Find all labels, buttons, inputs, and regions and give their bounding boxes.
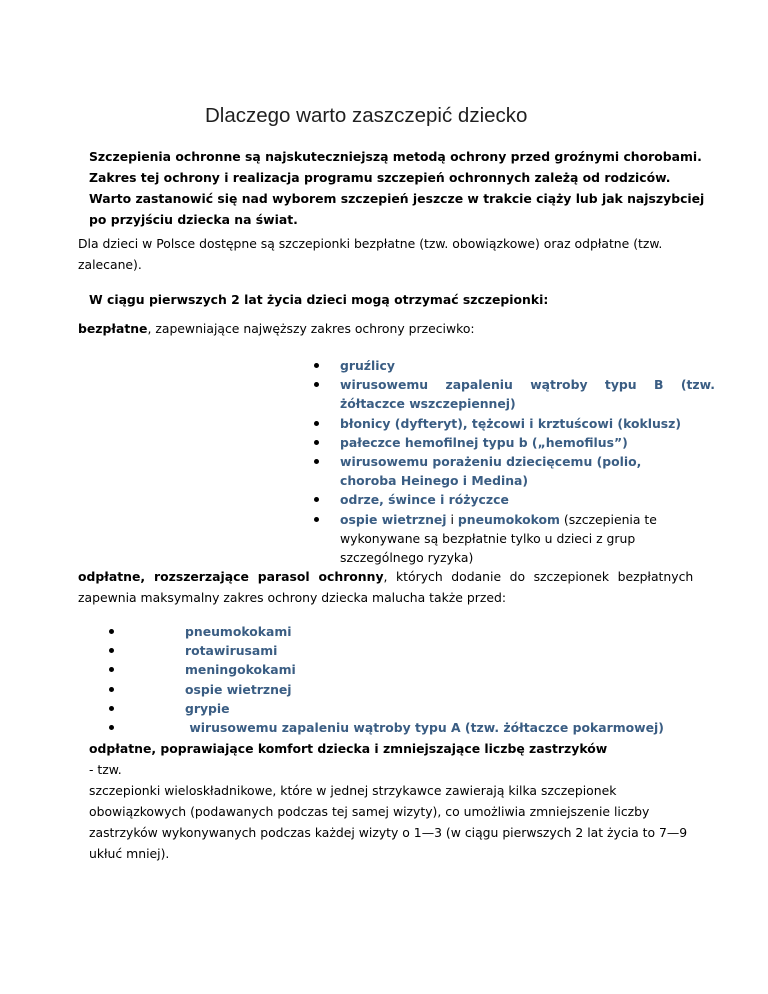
disease-term: meningokokami — [185, 662, 296, 678]
section-heading: W ciągu pierwszych 2 lat życia dzieci mogą otrzymać szczepionki: — [89, 292, 549, 307]
disease-term: żółtaczce wszczepiennej) — [340, 396, 516, 412]
disease-word: B — [653, 377, 664, 393]
comfort-paragraph — [89, 738, 709, 864]
bullet-icon — [314, 363, 319, 368]
paid-vaccines-list — [185, 622, 705, 737]
availability-note — [78, 233, 698, 275]
list-item — [185, 718, 705, 737]
list-item — [185, 680, 705, 699]
bullet-icon — [314, 382, 319, 387]
item-note: szczególnego ryzyka) — [340, 550, 474, 566]
bullet-icon — [109, 687, 114, 692]
disease-term: choroba Heinego i Medina) — [340, 473, 529, 489]
free-description: , zapewniające najwęższy zakres ochrony przeciwko: — [147, 321, 475, 336]
disease-word: wątroby — [530, 377, 588, 393]
bullet-icon — [314, 517, 319, 522]
list-item — [185, 699, 705, 718]
list-item — [340, 490, 715, 509]
conjunction: i — [446, 511, 458, 527]
disease-term: pneumokokami — [185, 624, 292, 639]
disease-term: wirusowemu zapaleniu wątroby typu A (tzw. żółtaczce pokarmowej) — [185, 720, 664, 736]
paid-intro-line — [78, 566, 706, 587]
bullet-icon — [109, 648, 114, 653]
free-vaccines-list — [340, 356, 715, 567]
mixed-line — [340, 510, 715, 529]
intro-line: Szczepienia ochronne są najskuteczniejszą metodą ochrony przed groźnymi chorobami. — [89, 149, 702, 164]
disease-word: zapaleniu — [445, 377, 513, 393]
bullet-icon — [109, 725, 114, 730]
disease-word: wirusowemu — [340, 377, 429, 393]
paid-vaccines-intro — [78, 566, 706, 608]
comfort-line: zastrzyków wykonywanych podczas każdej wizyty o 1—3 (w ciągu pierwszych 2 lat życia to 7—9 — [89, 825, 688, 840]
disease-term: pałeczce hemofilnej typu b („hemofilus”) — [340, 434, 628, 450]
list-item — [185, 660, 705, 679]
disease-term: odrze, śwince i różyczce — [340, 492, 509, 508]
item-note: wykonywane są bezpłatnie tylko u dzieci z grup — [340, 530, 636, 546]
comfort-label: odpłatne, poprawiające komfort dziecka i zmniejszające liczbę zastrzyków — [89, 741, 608, 756]
paid-description: , których dodanie do szczepionek bezpłatnych — [383, 569, 694, 584]
comfort-text: - tzw. — [89, 762, 122, 777]
bullet-icon — [314, 459, 319, 464]
list-item — [185, 622, 705, 641]
list-item — [340, 356, 715, 375]
intro-paragraph — [89, 146, 709, 230]
free-vaccines-intro — [78, 318, 475, 339]
item-note: (szczepienia te — [559, 511, 657, 527]
note-line: Dla dzieci w Polsce dostępne są szczepionki bezpłatne (tzw. obowiązkowe) oraz odpłatne (tzw. — [78, 236, 663, 251]
disease-term: ospie wietrznej — [340, 511, 447, 527]
disease-term: rotawirusami — [185, 643, 278, 659]
free-label: bezpłatne — [78, 321, 148, 336]
justified-line — [340, 375, 715, 394]
list-item — [340, 452, 715, 490]
disease-term: gruźlicy — [340, 358, 395, 373]
bullet-icon — [314, 440, 319, 445]
note-line: zalecane). — [78, 257, 142, 272]
disease-word: typu — [604, 377, 637, 393]
bullet-icon — [314, 497, 319, 502]
disease-word: (tzw. — [680, 377, 715, 393]
list-item — [340, 375, 715, 413]
comfort-line: ukłuć mniej). — [89, 846, 170, 861]
comfort-line — [89, 738, 709, 780]
intro-line: Warto zastanowić się nad wyborem szczepień jeszcze w trakcie ciąży lub jak najszybciej — [89, 191, 705, 206]
paid-label: odpłatne, rozszerzające parasol ochronny — [78, 569, 384, 584]
list-item — [340, 414, 715, 433]
bullet-icon — [109, 629, 114, 634]
disease-term: ospie wietrznej — [185, 681, 292, 697]
bullet-icon — [109, 667, 114, 672]
list-item — [185, 641, 705, 660]
intro-line: po przyjściu dziecka na świat. — [89, 212, 298, 227]
list-item — [340, 433, 715, 452]
comfort-line: obowiązkowych (podawanych podczas tej samej wizyty), co umożliwia zmniejszenie liczby — [89, 804, 650, 819]
intro-line: Zakres tej ochrony i realizacja programu szczepień ochronnych zależą od rodziców. — [89, 170, 671, 185]
comfort-line: szczepionki wieloskładnikowe, które w jednej strzykawce zawierają kilka szczepionek — [89, 783, 617, 798]
document-title: Dlaczego warto zaszczepić dziecko — [205, 104, 528, 127]
bullet-icon — [314, 421, 319, 426]
bullet-icon — [109, 706, 114, 711]
disease-term: wirusowemu porażeniu dziecięcemu (polio, — [340, 454, 642, 470]
paid-description: zapewnia maksymalny zakres ochrony dziecka malucha także przed: — [78, 590, 506, 605]
disease-term: pneumokokom — [457, 511, 560, 527]
disease-term: błonicy (dyfteryt), tężcowi i krztuścowi (koklusz) — [340, 415, 682, 431]
list-item — [340, 510, 715, 568]
disease-term: grypie — [185, 700, 230, 716]
